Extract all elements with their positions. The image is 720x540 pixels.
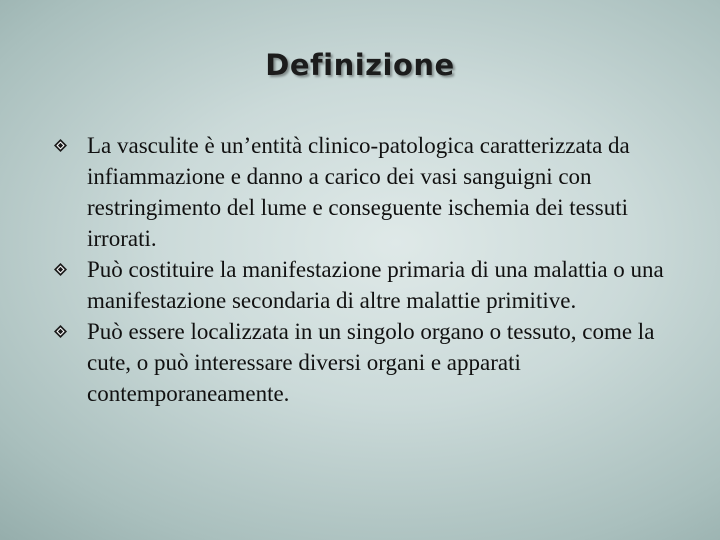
slide-title: Definizione	[265, 48, 455, 82]
bullet-item	[54, 130, 694, 254]
diamond-bullet-icon	[54, 263, 67, 276]
bullet-text: Può costituire la manifestazione primaria di una malattia o una manifestazione secondaria di altre malattie primitive.	[87, 257, 664, 313]
diamond-bullet-icon	[54, 139, 67, 152]
bullet-text: La vasculite è un’entità clinico-patologica caratterizzata da infiammazione e danno a carico dei vasi sanguigni con restringimento del lume e conseguente ischemia dei tessuti irrorati.	[87, 133, 630, 251]
bullet-text: Può essere localizzata in un singolo organo o tessuto, come la cute, o può interessare diversi organi e apparati contemporaneamente.	[87, 319, 655, 406]
bullet-item	[54, 316, 694, 409]
bullet-item	[54, 254, 694, 316]
diamond-bullet-icon	[54, 325, 67, 338]
bullet-list	[54, 130, 694, 409]
